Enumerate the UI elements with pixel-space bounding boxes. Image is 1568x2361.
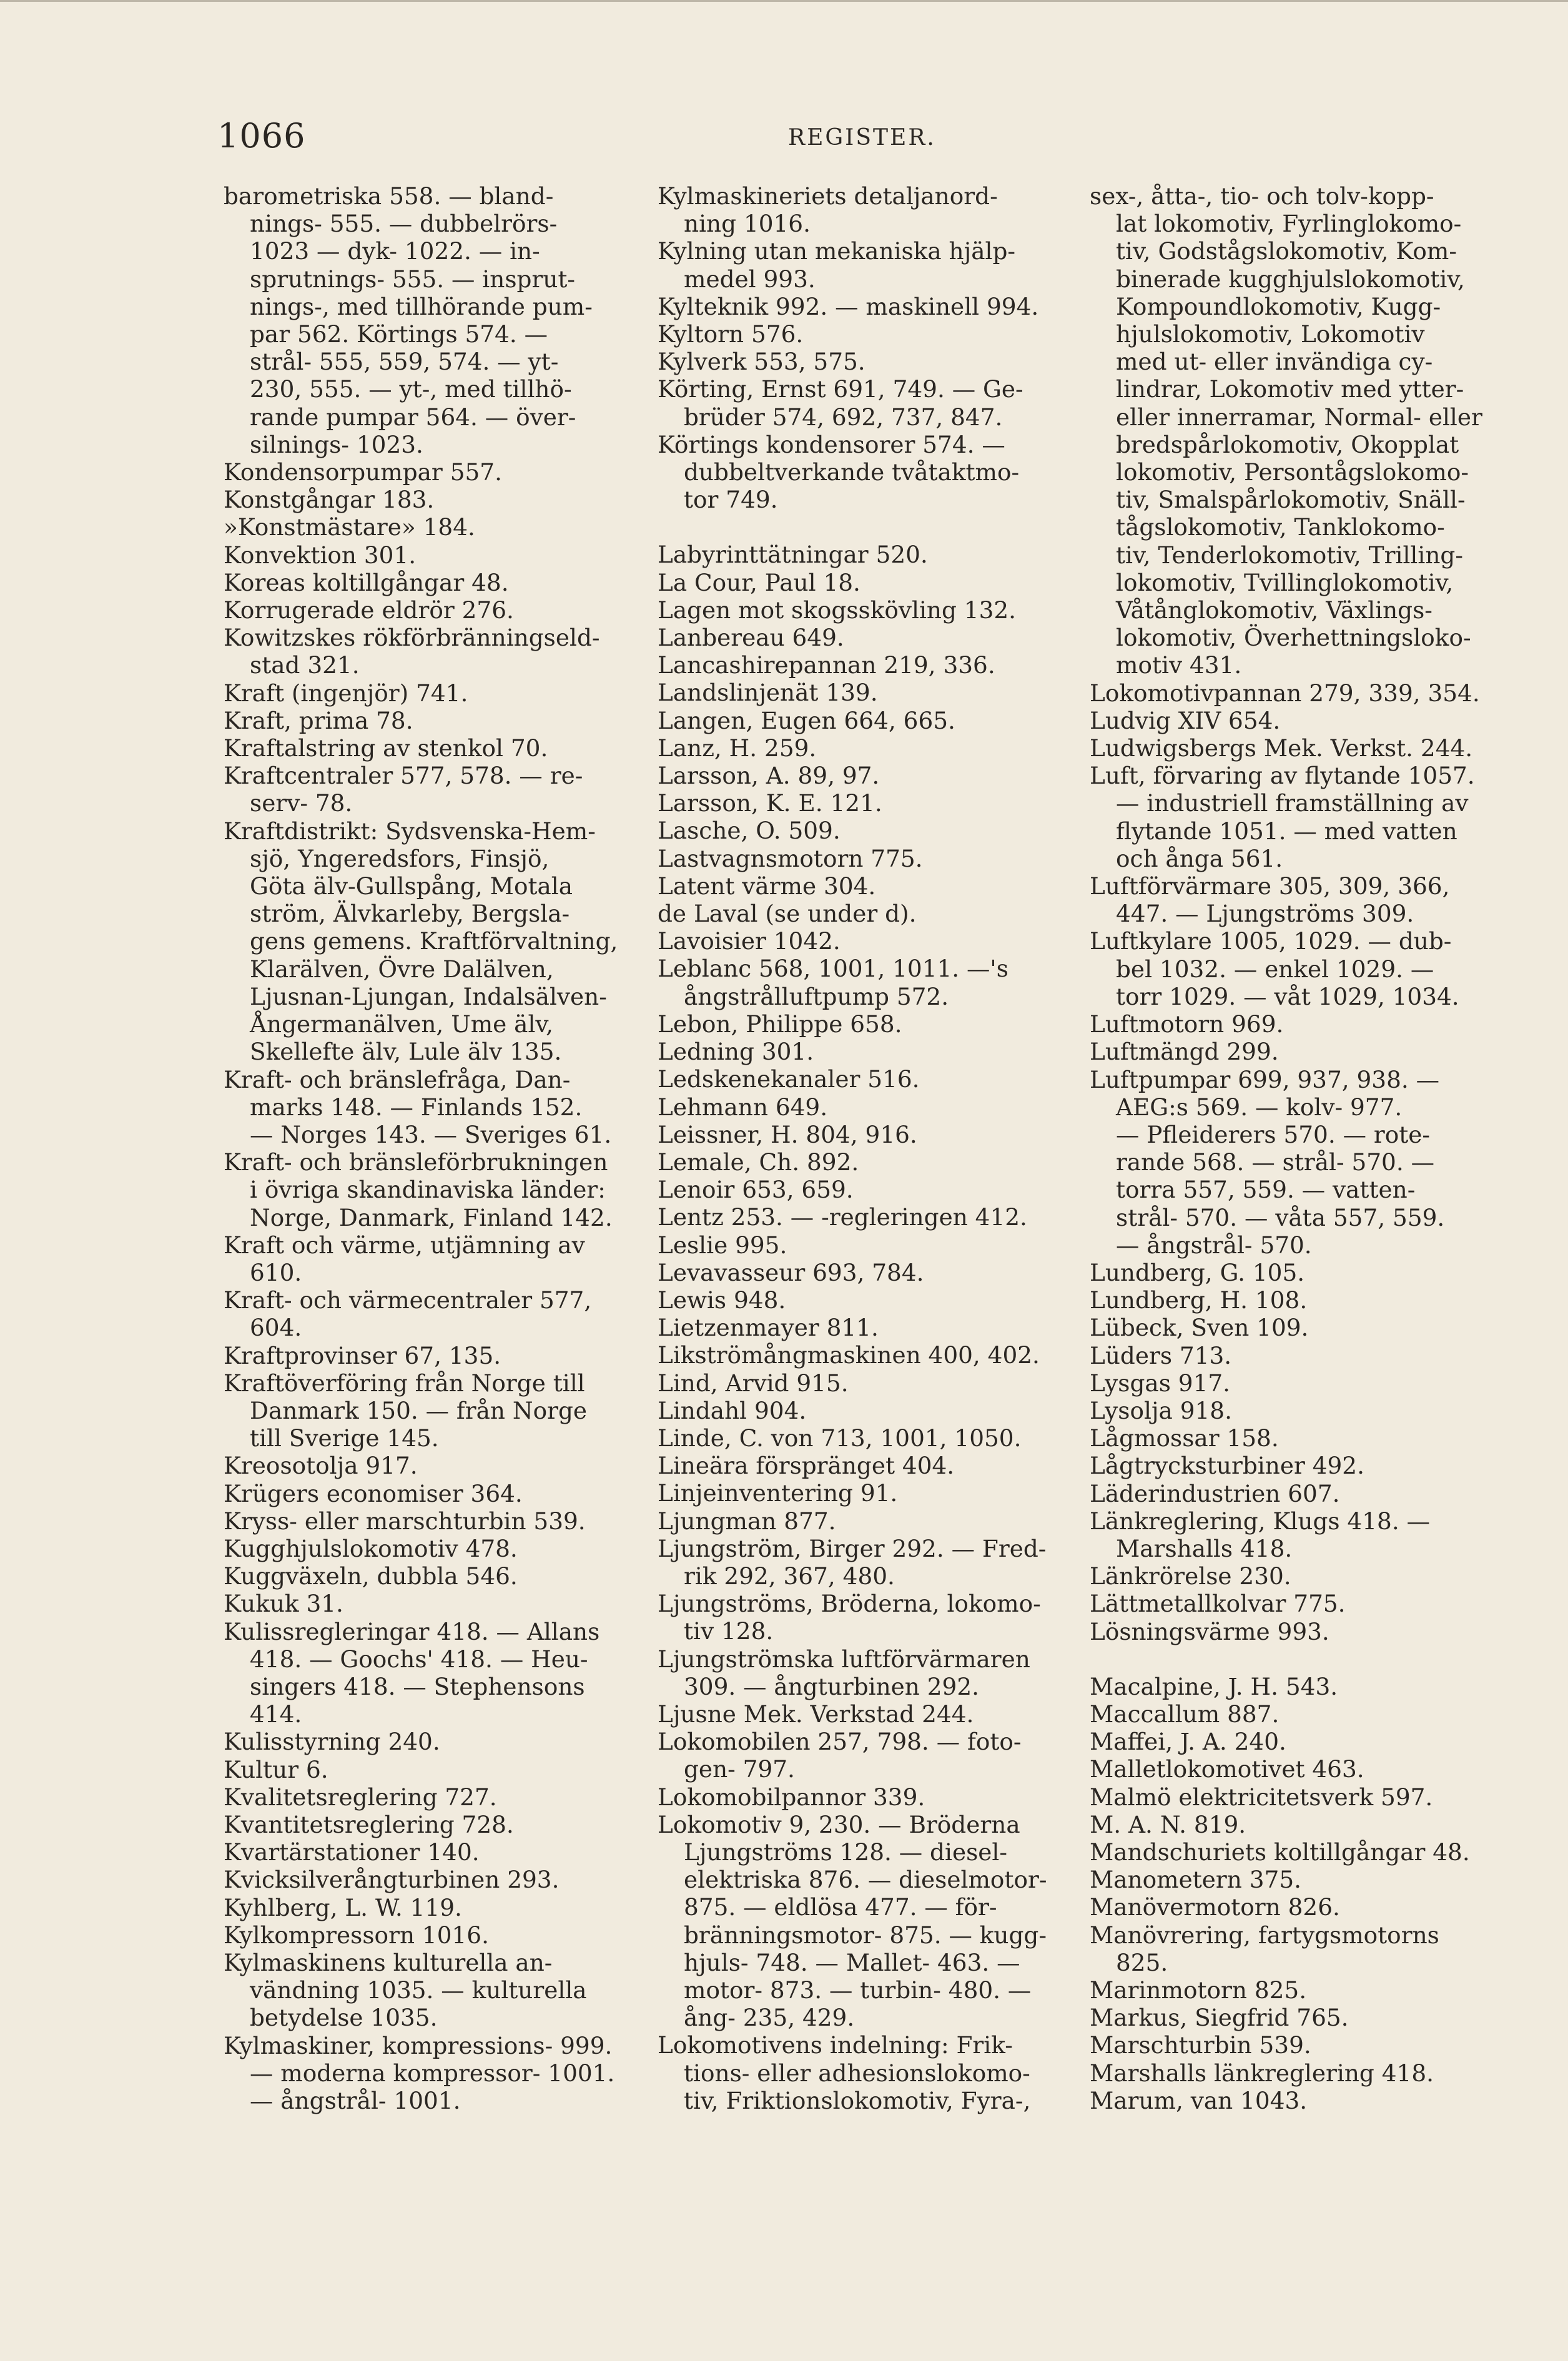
index-entry: Kraft- och bränslefråga, Dan- marks 148. — Finlands 152. — Norges 143. — Sveriges 61. (224, 1065, 612, 1148)
page-top-edge (0, 0, 1568, 2)
index-entry: Ljungström, Birger 292. — Fred- rik 292, 367, 480. (658, 1534, 1047, 1590)
index-entry: Kulisstyrning 240. (224, 1728, 440, 1756)
index-entry: Ljungströms, Bröderna, lokomo- tiv 128. (658, 1590, 1041, 1645)
index-entry: Manövrering, fartygsmotorns 825. (1090, 1921, 1439, 1976)
index-entry: Kryss- eller marschturbin 539. (224, 1507, 586, 1535)
index-entry: Luftmotorn 969. (1090, 1010, 1284, 1038)
index-entry: Lagen mot skogsskövling 132. (658, 596, 1017, 624)
index-entry: Kultur 6. (224, 1755, 328, 1783)
index-entry: Maccallum 887. (1090, 1700, 1280, 1728)
index-entry: Leblanc 568, 1001, 1011. —'s ångstrålluftpump 572. (658, 955, 1008, 1010)
index-entry: M. A. N. 819. (1090, 1810, 1246, 1838)
index-entry: Kraft och värme, utjämning av 610. (224, 1231, 585, 1286)
index-entry: Lüders 713. (1090, 1341, 1232, 1369)
index-entry: Levavasseur 693, 784. (658, 1258, 924, 1286)
index-entry: Lübeck, Sven 109. (1090, 1314, 1309, 1342)
index-entry: Manometern 375. (1090, 1866, 1301, 1894)
index-entry: La Cour, Paul 18. (658, 568, 860, 596)
index-entry: Körtings kondensorer 574. — dubbeltverkande tvåtaktmo- tor 749. (658, 430, 1020, 514)
index-entry: Lemale, Ch. 892. (658, 1148, 859, 1176)
index-entry: Lanbereau 649. (658, 624, 844, 652)
index-entry: Lokomobilpannor 339. (658, 1783, 925, 1811)
index-entry: Kraftalstring av stenkol 70. (224, 734, 548, 762)
index-entry: Kylverk 553, 575. (658, 348, 865, 376)
index-entry: Kylmaskineriets detaljanord- ning 1016. (658, 182, 998, 238)
index-entry: Ludvig XIV 654. (1090, 706, 1281, 734)
index-entry: Latent värme 304. (658, 872, 876, 900)
index-entry: Länkrörelse 230. (1090, 1562, 1291, 1590)
index-entry: Lokomotiv 9, 230. — Bröderna Ljungströms 128. — diesel- elektriska 876. — dieselmotor- 875. — eldlösa 477. — för- bränningsmotor- 875. — kugg- hjuls- 748. — Mallet- 463. — motor- 873. — turbin- 480. — ång- 235, 429. (658, 1810, 1047, 2032)
index-column-3 (1090, 182, 1489, 2114)
index-entry: Kraft- och bränsleförbrukningen i övriga skandinaviska länder: Norge, Danmark, Finland 142. (224, 1148, 613, 1231)
index-entry: Lebon, Philippe 658. (658, 1010, 902, 1038)
index-entry: Lasche, O. 509. (658, 817, 841, 845)
index-entry: Lokomobilen 257, 798. — foto- gen- 797. (658, 1728, 1022, 1783)
index-entry: Marschturbin 539. (1090, 2031, 1311, 2059)
index-entry: Likströmångmaskinen 400, 402. (658, 1341, 1040, 1369)
index-entry: Kyltorn 576. (658, 320, 804, 348)
index-entry: Kyhlberg, L. W. 119. (224, 1893, 462, 1921)
index-entry: Kreosotolja 917. (224, 1452, 418, 1480)
index-entry: Ludwigsbergs Mek. Verkst. 244. (1090, 734, 1473, 762)
index-entry: Marum, van 1043. (1090, 2086, 1308, 2114)
index-entry: Leissner, H. 804, 916. (658, 1120, 917, 1148)
index-entry: Kowitzskes rökförbränningseld- stad 321. (224, 624, 600, 679)
index-entry: Malmö elektricitetsverk 597. (1090, 1783, 1433, 1811)
index-entry: Ljusne Mek. Verkstad 244. (658, 1700, 974, 1728)
index-entry: Luftmängd 299. (1090, 1038, 1279, 1066)
index-entry: Langen, Eugen 664, 665. (658, 706, 955, 734)
index-entry: Krügers economiser 364. (224, 1479, 523, 1507)
index-entry: Macalpine, J. H. 543. (1090, 1672, 1338, 1700)
index-entry: Kulissregleringar 418. — Allans 418. — Goochs' 418. — Heu- singers 418. — Stephensons 414. (224, 1617, 600, 1728)
index-entry: Lågtrycksturbiner 492. (1090, 1452, 1364, 1480)
index-entry: Kvantitetsreglering 728. (224, 1810, 514, 1838)
index-entry: Lösningsvärme 993. (1090, 1617, 1329, 1645)
section-gap (658, 513, 1057, 541)
index-entry: Labyrinttätningar 520. (658, 541, 928, 569)
index-entry: Marinmotorn 825. (1090, 1976, 1307, 2004)
index-entry: Linde, C. von 713, 1001, 1050. (658, 1424, 1022, 1452)
index-entry: Kraft (ingenjör) 741. (224, 679, 468, 707)
index-entry: Luftförvärmare 305, 309, 366, 447. — Ljungströms 309. (1090, 872, 1450, 928)
index-entry: Lietzenmayer 811. (658, 1314, 879, 1342)
index-entry: Konstgångar 183. (224, 486, 435, 514)
index-entry: Landslinjenät 139. (658, 679, 878, 707)
index-entry: Kondensorpumpar 557. (224, 458, 502, 486)
index-entry: Ledskenekanaler 516. (658, 1065, 920, 1093)
index-entry: Kylmaskinens kulturella an- vändning 1035. — kulturella betydelse 1035. (224, 1949, 587, 2032)
index-entry: Lättmetallkolvar 775. (1090, 1590, 1346, 1618)
index-entry: Lewis 948. (658, 1286, 786, 1314)
index-column-1 (224, 182, 623, 2114)
index-entry: Korrugerade eldrör 276. (224, 596, 514, 624)
page-number: 1066 (217, 116, 306, 155)
index-entry: Kvicksilverångturbinen 293. (224, 1866, 560, 1894)
index-entry: Larsson, A. 89, 97. (658, 762, 880, 790)
index-entry: Lindahl 904. (658, 1396, 807, 1424)
index-entry: Lenoir 653, 659. (658, 1176, 854, 1204)
index-entry: de Laval (se under d). (658, 900, 917, 928)
index-entry: Maffei, J. A. 240. (1090, 1728, 1286, 1756)
index-entry: Lågmossar 158. (1090, 1424, 1279, 1452)
index-entry: Larsson, K. E. 121. (658, 789, 882, 817)
index-entry: Manövermotorn 826. (1090, 1893, 1340, 1921)
index-entry: Lineära förspränget 404. (658, 1452, 955, 1480)
index-entry: Luftpumpar 699, 937, 938. — AEG:s 569. — kolv- 977. — Pfleiderers 570. — rote- rande 568. — strål- 570. — torra 557, 559. — vatten- strål- 570. — våta 557, 559. — ångstrål- 570. (1090, 1065, 1445, 1259)
index-entry: Lysgas 917. (1090, 1369, 1231, 1397)
index-entry: Marshalls länkreglering 418. (1090, 2059, 1434, 2087)
index-entry: Ljungströmska luftförvärmaren 309. — ångturbinen 292. (658, 1645, 1030, 1700)
index-entry: Kraft, prima 78. (224, 706, 413, 734)
running-head: REGISTER. (788, 125, 936, 150)
index-entry: Lundberg, H. 108. (1090, 1286, 1308, 1314)
index-entry: Mandschuriets koltillgångar 48. (1090, 1838, 1470, 1866)
index-entry: Kugghjulslokomotiv 478. (224, 1534, 518, 1562)
index-entry: Linjeinventering 91. (658, 1479, 898, 1507)
index-column-2 (658, 182, 1057, 2114)
index-entry: sex-, åtta-, tio- och tolv-kopp- lat lokomotiv, Fyrlinglokomo- tiv, Godstågslokomotiv, Kom- binerade kugghjulslokomotiv, Kompoundlokomotiv, Kugg- hjulslokomotiv, Lokomotiv med ut- eller invändiga cy- lindrar, Lokomotiv med ytter- eller innerramar, Normal- eller bredspårlokomotiv, Okopplat lokomotiv, Persontågslokomo- tiv, Smalspårlokomotiv, Snäll- tågslokomotiv, Tanklokomo- tiv, Tenderlokomotiv, Trilling- lokomotiv, Tvillinglokomotiv, Våtånglokomotiv, Växlings- lokomotiv, Överhettningsloko- motiv 431. (1090, 182, 1482, 679)
index-entry: Kylmaskiner, kompressions- 999. — moderna kompressor- 1001. — ångstrål- 1001. (224, 2031, 615, 2115)
index-entry: Kraft- och värmecentraler 577, 604. (224, 1286, 592, 1342)
index-entry: Lehmann 649. (658, 1093, 828, 1121)
index-entry: Läderindustrien 607. (1090, 1479, 1340, 1507)
index-entry: Kraftprovinser 67, 135. (224, 1341, 501, 1369)
index-entry: Länkreglering, Klugs 418. — Marshalls 418. (1090, 1507, 1431, 1562)
index-entry: Malletlokomotivet 463. (1090, 1755, 1364, 1783)
index-entry: Ljungman 877. (658, 1507, 836, 1535)
index-entry: Kvalitetsreglering 727. (224, 1783, 497, 1811)
index-entry: »Konstmästare» 184. (224, 513, 475, 541)
index-entry: Lanz, H. 259. (658, 734, 817, 762)
index-entry: Kylning utan mekaniska hjälp- medel 993. (658, 237, 1016, 293)
index-entry: barometriska 558. — bland- nings- 555. — dubbelrörs- 1023 — dyk- 1022. — in- sprutnings- 555. — insprut- nings-, med tillhörande pum- par 562. Körtings 574. — strål- 555, 559, 574. — yt- 230, 555. — yt-, med tillhö- rande pumpar 564. — över- silnings- 1023. (224, 182, 593, 458)
index-entry: Leslie 995. (658, 1231, 787, 1259)
index-entry: Lokomotivens indelning: Frik- tions- eller adhesionslokomo- tiv, Friktionslokomotiv, Fyra-, (658, 2031, 1031, 2114)
index-entry: Ledning 301. (658, 1038, 814, 1066)
index-entry: Kvartärstationer 140. (224, 1838, 480, 1866)
index-entry: Lundberg, G. 105. (1090, 1258, 1305, 1286)
index-entry: Lancashirepannan 219, 336. (658, 651, 995, 679)
index-entry: Koreas koltillgångar 48. (224, 568, 509, 596)
index-entry: Luftkylare 1005, 1029. — dub- bel 1032. — enkel 1029. — torr 1029. — våt 1029, 1034. (1090, 927, 1459, 1010)
index-entry: Luft, förvaring av flytande 1057. — industriell framställning av flytande 1051. — med vatten och ånga 561. (1090, 762, 1475, 872)
index-entry: Lysolja 918. (1090, 1396, 1232, 1424)
index-entry: Kylkompressorn 1016. (224, 1921, 489, 1949)
index-entry: Kraftcentraler 577, 578. — re- serv- 78. (224, 762, 583, 817)
index-entry: Kylteknik 992. — maskinell 994. (658, 292, 1039, 320)
index-entry: Kraftdistrikt: Sydsvenska-Hem- sjö, Yngeredsfors, Finsjö, Göta älv-Gullspång, Motala ström, Älvkarleby, Bergsla- gens gemens. Kraftförvaltning, Klarälven, Övre Dalälven, Ljusnan-Ljungan, Indalsälven- Ångermanälven, Ume älv, Skellefte älv, Lule älv 135. (224, 817, 618, 1066)
index-entry: Lokomotivpannan 279, 339, 354. (1090, 679, 1480, 707)
index-entry: Lind, Arvid 915. (658, 1369, 849, 1397)
index-entry: Körting, Ernst 691, 749. — Ge- brüder 574, 692, 737, 847. (658, 375, 1023, 431)
index-entry: Kraftöverföring från Norge till Danmark 150. — från Norge till Sverige 145. (224, 1369, 588, 1452)
index-entry: Konvektion 301. (224, 541, 417, 569)
index-entry: Kukuk 31. (224, 1590, 343, 1618)
section-gap (1090, 1645, 1489, 1673)
index-entry: Lavoisier 1042. (658, 927, 841, 955)
index-entry: Markus, Siegfrid 765. (1090, 2004, 1349, 2032)
index-entry: Lastvagnsmotorn 775. (658, 844, 923, 872)
index-entry: Lentz 253. — -regleringen 412. (658, 1203, 1027, 1231)
index-entry: Kuggväxeln, dubbla 546. (224, 1562, 518, 1590)
